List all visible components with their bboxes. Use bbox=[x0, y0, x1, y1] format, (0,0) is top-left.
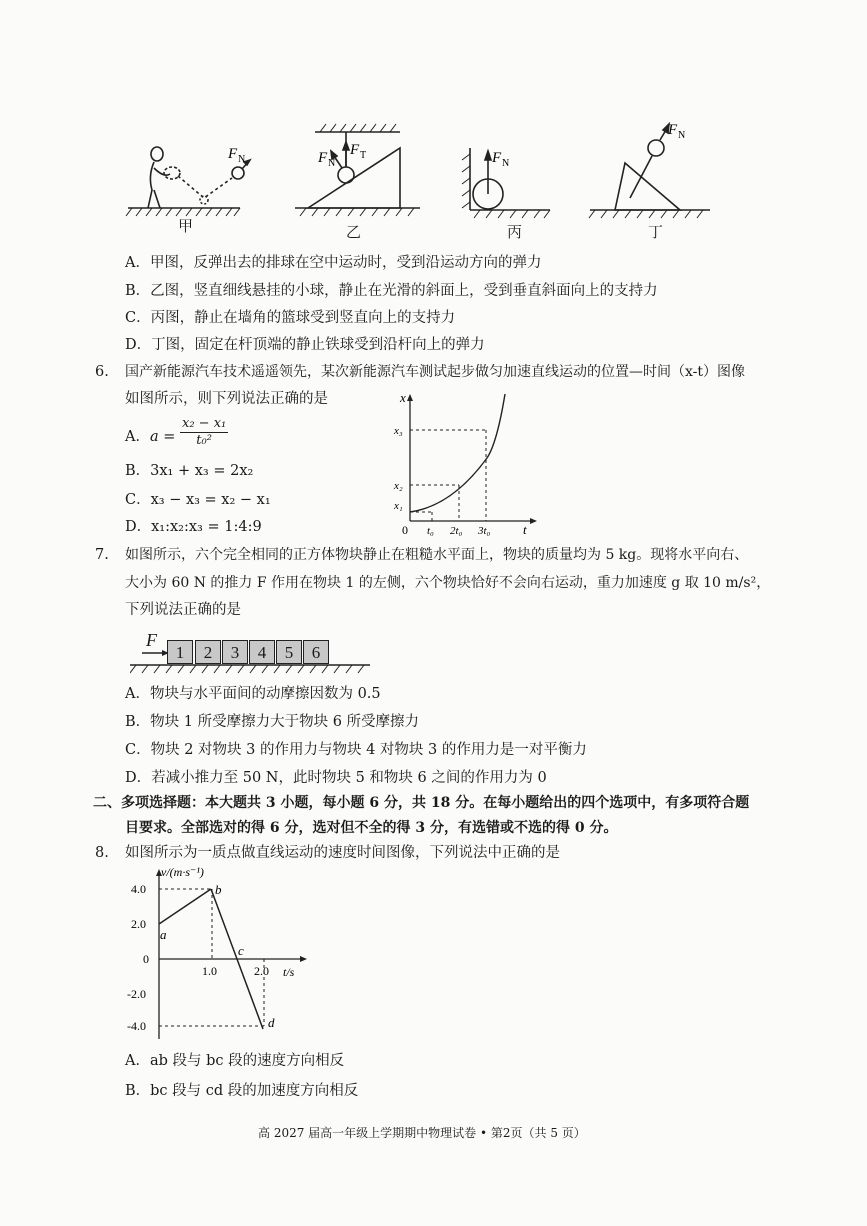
q8-xtick-2: 2.0 bbox=[254, 964, 269, 978]
q7-ground bbox=[130, 663, 370, 675]
q6-origin: 0 bbox=[402, 523, 408, 536]
q6-ytick-x3: x₃ bbox=[394, 425, 403, 437]
q7-option-d: D．若减小推力至 50 N，此时物块 5 和物块 6 之间的作用力为 0 bbox=[125, 770, 547, 786]
q6-xtick-3t0: 3t₀ bbox=[478, 525, 491, 536]
q8-option-b: B．bc 段与 cd 段的加速度方向相反 bbox=[125, 1083, 359, 1099]
q7-stem-line1: 如图所示，六个完全相同的正方体物块静止在粗糙水平面上，物块的质量均为 5 kg。现将水平向右、 bbox=[125, 547, 749, 563]
q8-ytick-neg2: -2.0 bbox=[127, 987, 146, 1001]
fn-label-jia: F bbox=[228, 146, 238, 162]
q6-xt-graph bbox=[392, 388, 542, 536]
q6-stem-line2: 如图所示，则下列说法正确的是 bbox=[125, 391, 328, 407]
fn-label-ding: F bbox=[668, 122, 678, 138]
q6-x-axis-label: t bbox=[523, 522, 527, 536]
q8-x-axis-label: t/s bbox=[283, 965, 295, 979]
fn-sub-ding: N bbox=[678, 130, 686, 141]
q7-block-1: 1 bbox=[167, 640, 193, 664]
figure-label-bing: 丙 bbox=[507, 223, 523, 241]
q6-option-b: B．3x₁ + x₃ = 2x₂ bbox=[125, 463, 254, 479]
q8-y-axis-label: v/(m·s⁻¹) bbox=[161, 865, 204, 879]
q7-block-4: 4 bbox=[249, 640, 275, 664]
q7-force-label: F bbox=[146, 630, 157, 650]
top-figures bbox=[120, 118, 720, 243]
q8-xtick-1: 1.0 bbox=[202, 964, 217, 978]
q5-option-a: A．甲图，反弹出去的排球在空中运动时，受到沿运动方向的弹力 bbox=[125, 255, 542, 271]
fn-label-bing: F bbox=[492, 150, 502, 166]
page-footer: 高 2027 届高一年级上学期期中物理试卷 • 第2页（共 5 页） bbox=[258, 1126, 586, 1140]
q8-point-b: b bbox=[215, 882, 222, 897]
fn-sub-bing: N bbox=[502, 158, 510, 169]
q8-ytick-0: 0 bbox=[143, 952, 149, 966]
q6-option-a-numerator: x₂ − x₁ bbox=[182, 416, 227, 431]
fn-sub-jia: N bbox=[238, 154, 246, 165]
section2-heading-line2: 目要求。全部选对的得 6 分，选对但不全的得 3 分，有选错或不选的得 0 分。 bbox=[125, 820, 618, 836]
q6-option-a-fraction bbox=[180, 416, 228, 449]
ft-label-yi: F bbox=[350, 142, 360, 158]
q7-block-6: 6 bbox=[303, 640, 329, 664]
q5-option-c: C．丙图，静止在墙角的篮球受到竖直向上的支持力 bbox=[125, 310, 456, 326]
figure-label-jia: 甲 bbox=[178, 217, 194, 235]
q6-ytick-x2: x₂ bbox=[394, 480, 403, 492]
figure-yi bbox=[295, 124, 420, 216]
q8-ytick-4: 4.0 bbox=[131, 882, 146, 896]
q7-number: 7. bbox=[95, 547, 109, 563]
q6-xtick-t0: t₀ bbox=[427, 525, 434, 536]
q6-stem-line1: 国产新能源汽车技术遥遥领先，某次新能源汽车测试起步做匀加速直线运动的位置—时间（x-t）图像 bbox=[125, 364, 746, 380]
section2-heading-line1: 二、多项选择题：本大题共 3 小题，每小题 6 分，共 18 分。在每小题给出的四个选项中，有多项符合题 bbox=[93, 795, 750, 811]
q8-vt-segment bbox=[211, 889, 237, 959]
figure-ding bbox=[589, 124, 710, 218]
q6-option-c: C．x₃ − x₃ = x₂ − x₁ bbox=[125, 492, 271, 508]
q7-stem-line3: 下列说法正确的是 bbox=[125, 602, 241, 618]
q6-y-axis-label: x bbox=[400, 390, 406, 405]
q7-option-a: A．物块与水平面间的动摩擦因数为 0.5 bbox=[125, 686, 381, 702]
q5-option-d: D．丁图，固定在杆顶端的静止铁球受到沿杆向上的弹力 bbox=[125, 337, 485, 353]
q7-stem-line2: 大小为 60 N 的推力 F 作用在物块 1 的左侧，六个物块恰好不会向右运动，重力加速度 g 取 10 m/s²， bbox=[125, 575, 771, 591]
q8-stem: 如图所示为一质点做直线运动的速度时间图像，下列说法中正确的是 bbox=[125, 845, 560, 861]
q7-option-b: B．物块 1 所受摩擦力大于物块 6 所受摩擦力 bbox=[125, 714, 420, 730]
q6-number: 6. bbox=[95, 364, 109, 380]
q7-block-2: 2 bbox=[195, 640, 221, 664]
q6-option-a-prefix: A． bbox=[125, 429, 150, 445]
q6-curve bbox=[410, 394, 505, 512]
q7-block-3: 3 bbox=[222, 640, 248, 664]
figure-label-ding: 丁 bbox=[648, 223, 664, 241]
q7-block-5: 5 bbox=[276, 640, 302, 664]
q8-point-d: d bbox=[268, 1015, 275, 1030]
q6-xtick-2t0: 2t₀ bbox=[450, 525, 463, 536]
q7-option-c: C．物块 2 对物块 3 的作用力与物块 4 对物块 3 的作用力是一对平衡力 bbox=[125, 742, 587, 758]
q7-force-arrow bbox=[142, 648, 170, 658]
fn-sub-yi: N bbox=[328, 158, 336, 169]
figure-label-yi: 乙 bbox=[346, 223, 362, 241]
q8-point-a: a bbox=[160, 927, 167, 942]
q6-ytick-x1: x₁ bbox=[394, 500, 403, 512]
q6-option-a-lhs: a = bbox=[150, 429, 176, 445]
q8-ytick-neg4: -4.0 bbox=[127, 1019, 146, 1033]
q8-number: 8. bbox=[95, 845, 109, 861]
q8-vt-segment bbox=[159, 889, 211, 924]
q8-point-c: c bbox=[238, 943, 244, 958]
fn-label-yi: F bbox=[318, 150, 328, 166]
q6-option-a-denominator: t₀² bbox=[196, 433, 212, 448]
q6-option-d: D．x₁:x₂:x₃ = 1:4:9 bbox=[125, 519, 262, 535]
q8-option-a: A．ab 段与 bc 段的速度方向相反 bbox=[125, 1053, 345, 1069]
ft-sub-yi: T bbox=[360, 150, 367, 161]
q8-ytick-2: 2.0 bbox=[131, 917, 146, 931]
q5-option-b: B．乙图，竖直细线悬挂的小球，静止在光滑的斜面上，受到垂直斜面向上的支持力 bbox=[125, 283, 658, 299]
q8-vt-graph bbox=[125, 864, 325, 1044]
